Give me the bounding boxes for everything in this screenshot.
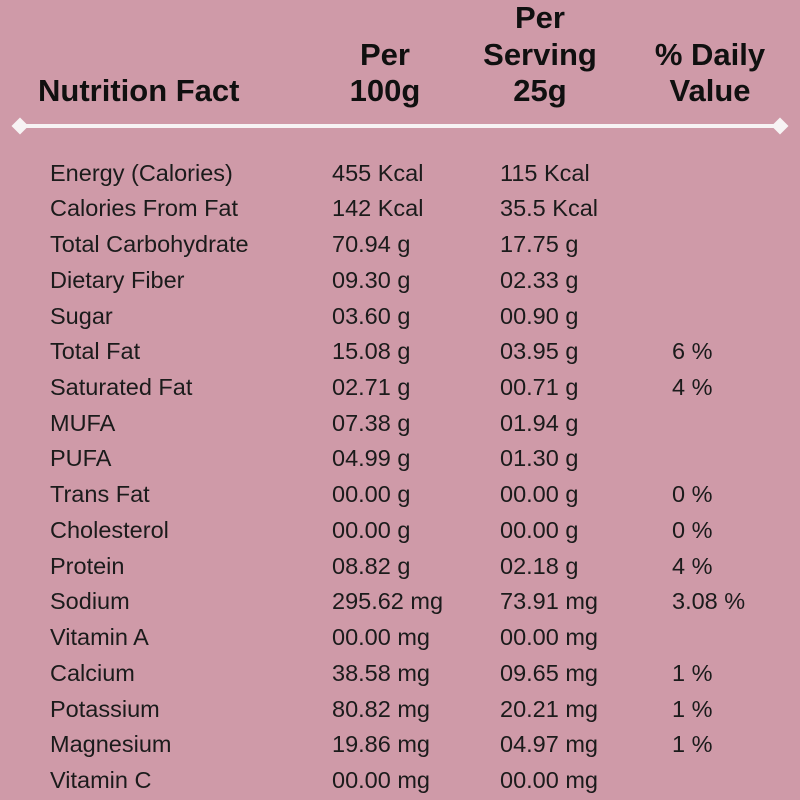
- row-per-100g: 295.62 mg: [332, 588, 444, 615]
- table-row: [0, 620, 800, 656]
- table-row: [0, 299, 800, 335]
- row-label: Sodium: [50, 588, 130, 615]
- row-label: Trans Fat: [50, 481, 150, 508]
- column-header-daily-value-line2: Value: [669, 73, 751, 109]
- row-per-serving: 02.18 g: [500, 552, 579, 579]
- divider-line: [18, 124, 782, 128]
- table-row: [0, 549, 800, 585]
- table-header-row: [0, 0, 800, 116]
- row-per-serving: 00.90 g: [500, 302, 579, 329]
- column-header-per-100g: [310, 0, 460, 116]
- row-daily-value: [620, 441, 800, 477]
- row-label: Total Fat: [50, 338, 141, 365]
- table-row: [0, 763, 800, 799]
- row-per-100g: 70.94 g: [332, 231, 411, 258]
- row-daily-value: 1 %: [672, 731, 713, 758]
- row-per-100g: 00.00 g: [332, 516, 411, 543]
- table-row: [0, 656, 800, 692]
- row-daily-value: [620, 263, 800, 299]
- row-label: Magnesium: [50, 731, 172, 758]
- row-per-serving: 01.30 g: [500, 445, 579, 472]
- row-label: Calcium: [50, 659, 135, 686]
- row-per-serving: 00.00 g: [500, 481, 579, 508]
- row-daily-value: [620, 191, 800, 227]
- column-header-per-serving-line3: 25g: [513, 73, 567, 109]
- column-header-per-serving-line2: Serving: [483, 36, 597, 72]
- row-per-serving: 17.75 g: [500, 231, 579, 258]
- column-header-per-serving-line1: Per: [515, 0, 565, 35]
- row-per-100g: 07.38 g: [332, 409, 411, 436]
- row-per-serving: 20.21 mg: [500, 695, 598, 722]
- row-daily-value: 0 %: [672, 481, 713, 508]
- row-label: Sugar: [50, 302, 113, 329]
- table-row: [0, 692, 800, 728]
- row-per-100g: 38.58 mg: [332, 659, 430, 686]
- row-per-serving: 73.91 mg: [500, 588, 598, 615]
- table-row: [0, 370, 800, 406]
- header-divider-cell: [0, 116, 800, 138]
- row-label: Protein: [50, 552, 125, 579]
- row-daily-value: [620, 406, 800, 442]
- row-daily-value: 1 %: [672, 695, 713, 722]
- header-divider-row: [0, 116, 800, 138]
- column-header-daily-value-line1: % Daily: [654, 36, 766, 72]
- table-body: [0, 138, 800, 799]
- row-label: Dietary Fiber: [50, 266, 185, 293]
- row-daily-value: [620, 620, 800, 656]
- row-daily-value: 3.08 %: [672, 588, 746, 615]
- row-per-100g: 00.00 g: [332, 481, 411, 508]
- column-header-per-100g-line2: 100g: [349, 73, 421, 109]
- table-row: [0, 441, 800, 477]
- row-daily-value: 0 %: [672, 516, 713, 543]
- row-label: Calories From Fat: [50, 195, 239, 222]
- table-row: [0, 156, 800, 192]
- row-per-serving: 03.95 g: [500, 338, 579, 365]
- row-per-serving: 04.97 mg: [500, 731, 598, 758]
- table-row: [0, 263, 800, 299]
- column-header-per-serving: [460, 0, 620, 116]
- row-per-100g: 142 Kcal: [332, 195, 424, 222]
- row-per-100g: 00.00 mg: [332, 624, 430, 651]
- row-label: Total Carbohydrate: [50, 231, 249, 258]
- divider-rule: [0, 116, 800, 138]
- row-daily-value: 6 %: [672, 338, 713, 365]
- row-per-100g: 03.60 g: [332, 302, 411, 329]
- row-per-serving: 00.71 g: [500, 374, 579, 401]
- column-header-daily-value: [620, 0, 800, 116]
- table-row: [0, 727, 800, 763]
- column-header-per-100g-line1: Per: [360, 36, 410, 72]
- row-per-serving: 00.00 g: [500, 516, 579, 543]
- table-row: [0, 334, 800, 370]
- row-per-100g: 09.30 g: [332, 266, 411, 293]
- row-per-serving: 00.00 mg: [500, 766, 598, 793]
- table-header: [0, 0, 800, 138]
- row-label: Cholesterol: [50, 516, 169, 543]
- row-label: Vitamin A: [50, 624, 149, 651]
- row-daily-value: [620, 156, 800, 192]
- table-row: [0, 227, 800, 263]
- row-per-100g: 19.86 mg: [332, 731, 430, 758]
- row-label: MUFA: [50, 409, 116, 436]
- row-per-serving: 35.5 Kcal: [500, 195, 598, 222]
- row-daily-value: 4 %: [672, 552, 713, 579]
- row-per-100g: 00.00 mg: [332, 766, 430, 793]
- row-label: Vitamin C: [50, 766, 152, 793]
- table-row: [0, 191, 800, 227]
- row-label: Energy (Calories): [50, 159, 233, 186]
- row-label: Potassium: [50, 695, 160, 722]
- row-label: Saturated Fat: [50, 374, 193, 401]
- body-top-spacer: [0, 138, 800, 156]
- row-daily-value: 1 %: [672, 659, 713, 686]
- row-daily-value: [620, 299, 800, 335]
- row-label: PUFA: [50, 445, 112, 472]
- row-per-serving: 115 Kcal: [500, 159, 590, 186]
- column-header-nutrition-fact: Nutrition Fact: [38, 73, 240, 109]
- row-per-100g: 455 Kcal: [332, 159, 424, 186]
- row-per-100g: 08.82 g: [332, 552, 411, 579]
- row-daily-value: [620, 763, 800, 799]
- row-per-serving: 09.65 mg: [500, 659, 598, 686]
- row-per-100g: 04.99 g: [332, 445, 411, 472]
- row-daily-value: 4 %: [672, 374, 713, 401]
- row-daily-value: [620, 227, 800, 263]
- row-per-100g: 02.71 g: [332, 374, 411, 401]
- table-row: [0, 584, 800, 620]
- row-per-100g: 15.08 g: [332, 338, 411, 365]
- row-per-serving: 00.00 mg: [500, 624, 598, 651]
- divider-right-diamond-icon: [772, 117, 789, 134]
- table-row: [0, 406, 800, 442]
- row-per-serving: 02.33 g: [500, 266, 579, 293]
- row-per-100g: 80.82 mg: [332, 695, 430, 722]
- row-per-serving: 01.94 g: [500, 409, 579, 436]
- table-row: [0, 477, 800, 513]
- table-row: [0, 513, 800, 549]
